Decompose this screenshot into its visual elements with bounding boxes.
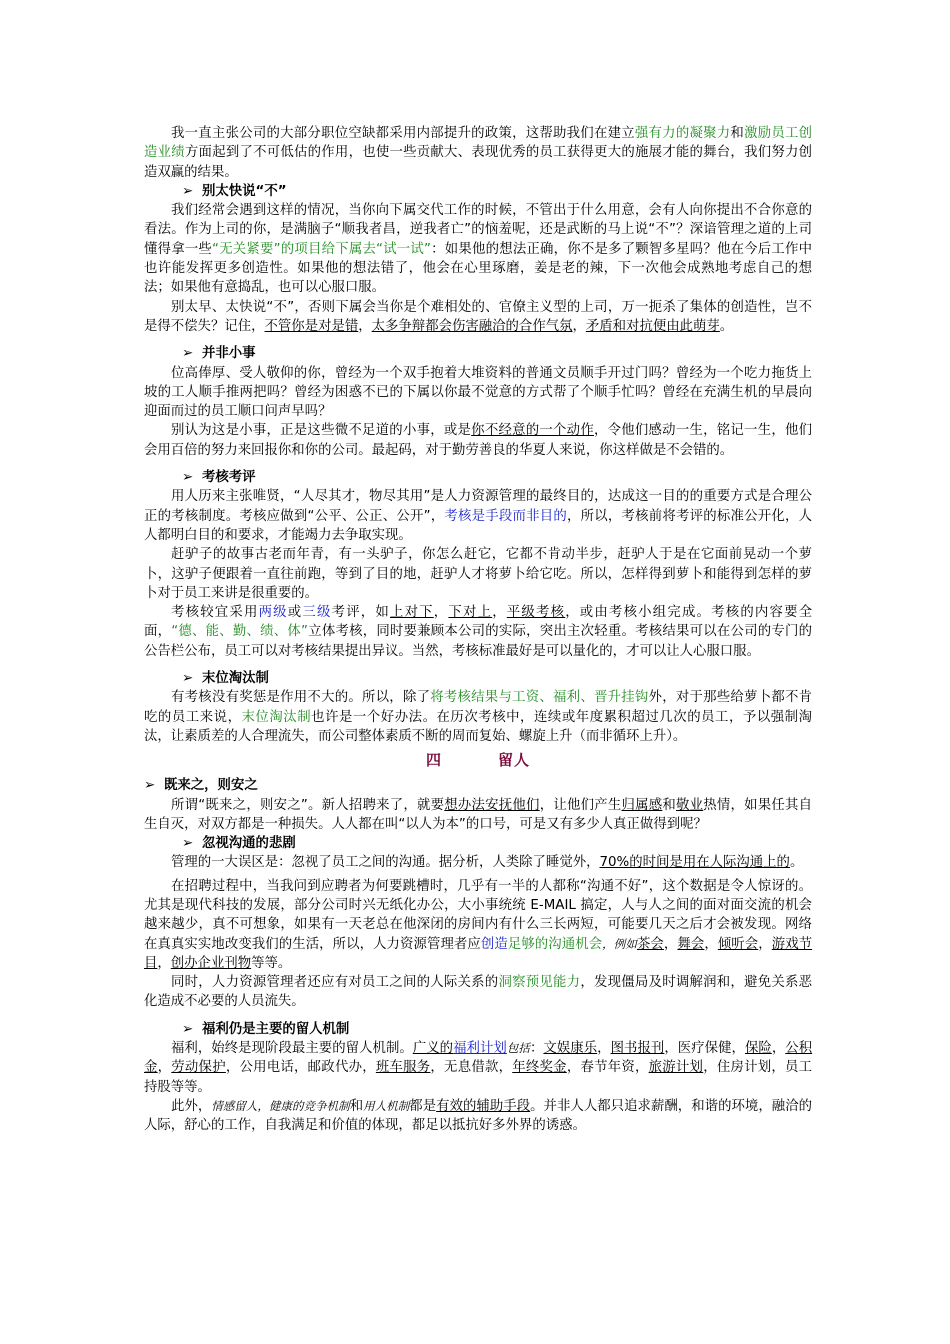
arrow-bullet-icon: ➢ bbox=[182, 183, 194, 199]
paragraph-hushi-2: 在招聘过程中，当我问到应聘者为何要跳槽时，几乎有一半的人都称“沟通不好”，这个数据是令人惊讶的。尤其是现代科技的发展，部分公司时兴无纸化办公，大小事统统 E-MAIL 搞定，人与人之间的面对面交流的机会越来越少，真不可想象，如果有一天老总在他深闭的房间内有什么三长两短，可能要几天之后才会被发现。网络在真真实实地改变我们的生活，所以，人力资源管理者应创造足够的沟通机会，例如茶会，舞会，倾听会，游戏节目，创办企业刊物等等。 bbox=[144, 878, 813, 971]
paragraph-bingfei-1: 位高俸厚、受人敬仰的你，曾经为一个双手抱着大堆资料的普通文员顺手开过门吗？曾经为一个吃力拖货上坡的工人顺手推两把吗？曾经为困惑不已的下属以你最不觉意的方式帮了个顺手忙吗？曾经在充满生机的早晨向迎面而过的员工顺口问声早吗？ bbox=[144, 365, 812, 420]
paragraph-fuli-2: 此外，情感留人，健康的竞争机制和用人机制都是有效的辅助手段。并非人人都只追求薪酬，和谐的环境，融洽的人际，舒心的工作，自我满足和价值的体现，都足以抵抗好多外界的诱惑。 bbox=[144, 1098, 813, 1134]
paragraph-fuli-1: 福利，始终是现阶段最主要的留人机制。广义的福利计划包括：文娱康乐，图书报刊，医疗保健，保险，公积金，劳动保护，公用电话，邮政代办，班车服务，无息借款，年终奖金，春节年资，旅游计划，住房计划，员工持股等等。 bbox=[144, 1041, 813, 1095]
heading-hushi: ➢ 忽视沟通的悲剧 bbox=[144, 834, 812, 853]
paragraph-bingfei-2: 别认为这是小事，正是这些微不足道的小事，或是你不经意的一个动作，令他们感动一生，铭记一生，他们会用百倍的努力来回报你和你的公司。最起码，对于勤劳善良的华夏人来说，你这样做是不会错的。 bbox=[144, 423, 813, 458]
section-title-liuren: 四 留人 bbox=[425, 751, 531, 770]
paragraph-kaohe-3: 考核较宜采用两级或三级考评，如上对下，下对上，平级考核，或由考核小组完成。考核的内容要全面，“德、能、勤、绩、体”立体考核，同时要兼顾本公司的实际，突出主次轻重。考核结果可以在公司的专门的公告栏公布，员工可以对考核结果提出异议。当然，考核标准最好是可以量化的，才可以让人心服口服。 bbox=[144, 605, 813, 659]
arrow-bullet-icon: ➢ bbox=[182, 1021, 194, 1037]
arrow-bullet-icon: ➢ bbox=[182, 470, 194, 486]
heading-fuli: ➢ 福利仍是主要的留人机制 bbox=[144, 1020, 812, 1039]
arrow-bullet-icon: ➢ bbox=[182, 836, 194, 852]
paragraph-bietai-2: 别太早、太快说“不”，否则下属会当你是个难相处的、官僚主义型的上司，万一扼杀了集体的创造性，岂不是得不偿失？记住，不管你是对是错，太多争辩都会伤害融洽的合作气氛，矛盾和对抗便由此萌芽。 bbox=[144, 299, 812, 334]
heading-mowei: ➢ 末位淘汰制 bbox=[144, 669, 812, 688]
arrow-bullet-icon: ➢ bbox=[182, 671, 194, 687]
paragraph-mowei-1: 有考核没有奖惩是作用不大的。所以，除了将考核结果与工资、福利、晋升挂钩外，对于那些给萝卜都不肯吃的员工来说，末位淘汰制也许是一个好办法。在历次考核中，连续或年度累积超过几次的员工，予以强制淘汰，让素质差的人合理流失，而公司整体素质不断的周而复始、螺旋上升（而非循环上升）。 bbox=[144, 690, 813, 744]
paragraph-kaohe-2: 赶驴子的故事古老而年青，有一头驴子，你怎么赶它，它都不肯动半步，赶驴人于是在它面前晃动一个萝卜，这驴子便跟着一直往前跑，等到了目的地，赶驴人才将萝卜给它吃。所以，怎样得到萝卜和能得到怎样的萝卜对于员工来讲是很重要的。 bbox=[144, 547, 812, 601]
paragraph-jilai-1: 所谓“既来之，则安之”。新人招聘来了，就要想办法安抚他们，让他们产生归属感和敬业热情，如果任其自生自灭，对双方都是一种损失。人人都在叫“以人为本”的口号，可是又有多少人真正做得到呢？ bbox=[144, 797, 813, 832]
heading-bingfei: ➢ 并非小事 bbox=[144, 344, 812, 363]
document-page bbox=[144, 124, 812, 1136]
paragraph-hushi-1: 管理的一大误区是：忽视了员工之间的沟通。据分析，人类除了睡觉外，70%的时间是用在人际沟通上的。 bbox=[171, 855, 804, 871]
paragraph-kaohe-1: 用人历来主张唯贤，“人尽其才，物尽其用”是人力资源管理的最终目的，达成这一目的的重要方式是合理公正的考核制度。考核应做到“公平、公正、公开”，考核是手段而非目的，所以，考核前将考评的标准公开化，人人都明白目的和要求，才能竭力去争取实现。 bbox=[144, 489, 813, 543]
paragraph-bietai-1: 我们经常会遇到这样的情况，当你向下属交代工作的时候，不管出于什么用意，会有人向你提出不合你意的看法。作为上司的你，是满脑子“顺我者昌，逆我者亡”的恼羞呢，还是武断的马上说“不”？深谙管理之道的上司懂得拿一些“无关紧要”的项目给下属去“试一试”：如果他的想法正确，你不是多了颗智多星吗？他在今后工作中也许能发挥更多创造性。如果他的想法错了，他会在心里琢磨，姜是老的辣，下一次他会成熟地考虑自己的想法；如果他有意捣乱，也可以心服口服。 bbox=[144, 203, 813, 296]
heading-kaohe: ➢ 考核考评 bbox=[144, 468, 812, 487]
paragraph-intro: 我一直主张公司的大部分职位空缺都采用内部提升的政策，这帮助我们在建立强有力的凝聚力和激励员工创造业绩方面起到了不可低估的作用，也使一些贡献大、表现优秀的员工获得更大的施展才能的舞台，我们努力创造双赢的结果。 bbox=[144, 126, 813, 180]
heading-bietai: ➢ 别太快说“不” bbox=[144, 182, 812, 201]
arrow-bullet-icon: ➢ bbox=[144, 778, 156, 794]
arrow-bullet-icon: ➢ bbox=[182, 346, 194, 362]
heading-jilai: ➢ 既来之，则安之 bbox=[144, 776, 812, 795]
paragraph-hushi-3: 同时，人力资源管理者还应有对员工之间的人际关系的洞察预见能力，发现僵局及时调解润和，避免关系恶化造成不必要的人员流失。 bbox=[144, 975, 813, 1010]
